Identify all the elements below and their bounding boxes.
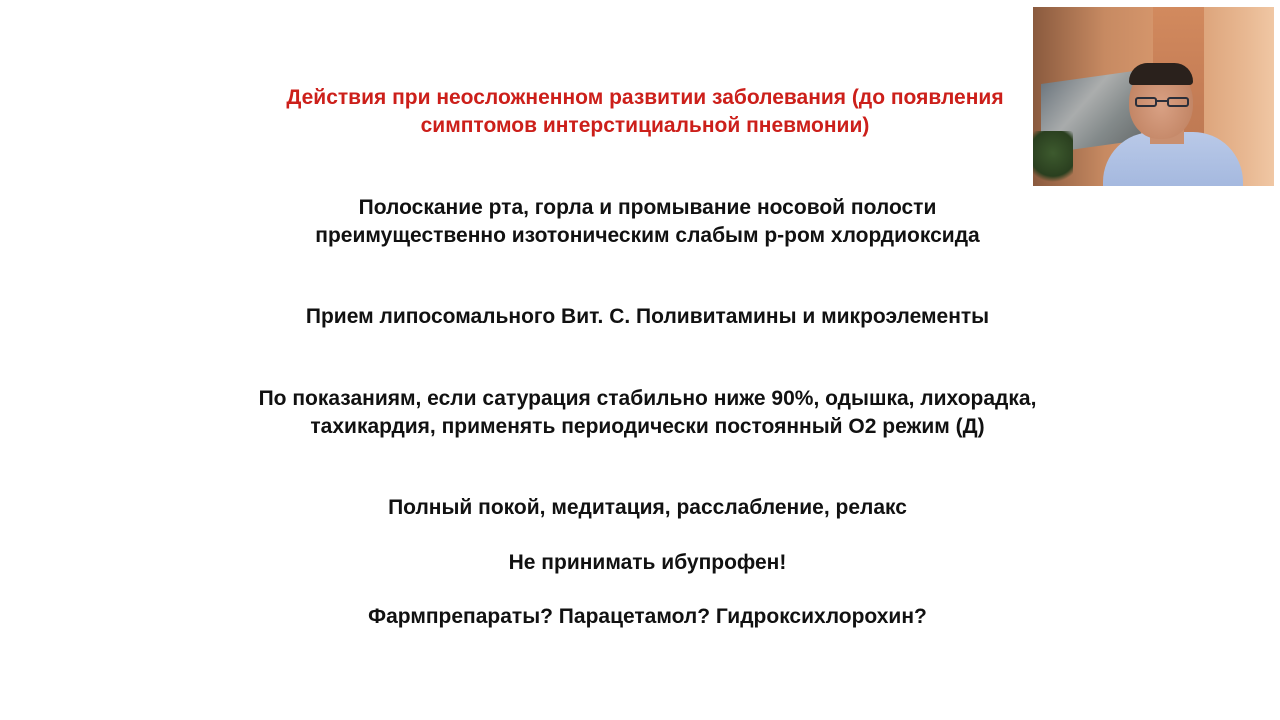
- ibuprofen-warning-text: Не принимать ибупрофен!: [508, 551, 787, 574]
- glasses-right-lens: [1167, 97, 1189, 107]
- vitamin-instruction: [150, 303, 1145, 331]
- oxygen-instruction-line-2: тахикардия, применять периодически постоянный О2 режим (Д): [310, 415, 985, 438]
- vitamin-instruction-text: Прием липосомального Вит. С. Поливитамины и микроэлементы: [305, 305, 990, 328]
- medication-question: [150, 603, 1145, 631]
- slide-title-line-2: симптомов интерстициальной пневмонии): [420, 114, 870, 137]
- rinse-instruction-line-2: преимущественно изотоническим слабым р-ром хлордиоксида: [315, 224, 980, 247]
- presenter-hair: [1129, 63, 1193, 85]
- glasses-bridge: [1157, 100, 1167, 102]
- rinse-instruction: [150, 194, 1145, 250]
- webcam-overlay[interactable]: [1033, 7, 1274, 186]
- presenter-glasses: [1135, 97, 1189, 107]
- glasses-left-lens: [1135, 97, 1157, 107]
- webcam-plant: [1033, 131, 1073, 186]
- rest-instruction-text: Полный покой, медитация, расслабление, релакс: [388, 496, 907, 519]
- slide-title: [180, 84, 1110, 140]
- oxygen-instruction: [150, 385, 1145, 441]
- ibuprofen-warning: [150, 549, 1145, 577]
- medication-question-text: Фармпрепараты? Парацетамол? Гидроксихлорохин?: [368, 605, 927, 628]
- rinse-instruction-line-1: Полоскание рта, горла и промывание носовой полости: [358, 196, 937, 219]
- rest-instruction: [150, 494, 1145, 522]
- slide-title-line-1: Действия при неосложненном развитии заболевания (до появления: [286, 86, 1004, 109]
- oxygen-instruction-line-1: По показаниям, если сатурация стабильно ниже 90%, одышка, лихорадка,: [258, 387, 1037, 410]
